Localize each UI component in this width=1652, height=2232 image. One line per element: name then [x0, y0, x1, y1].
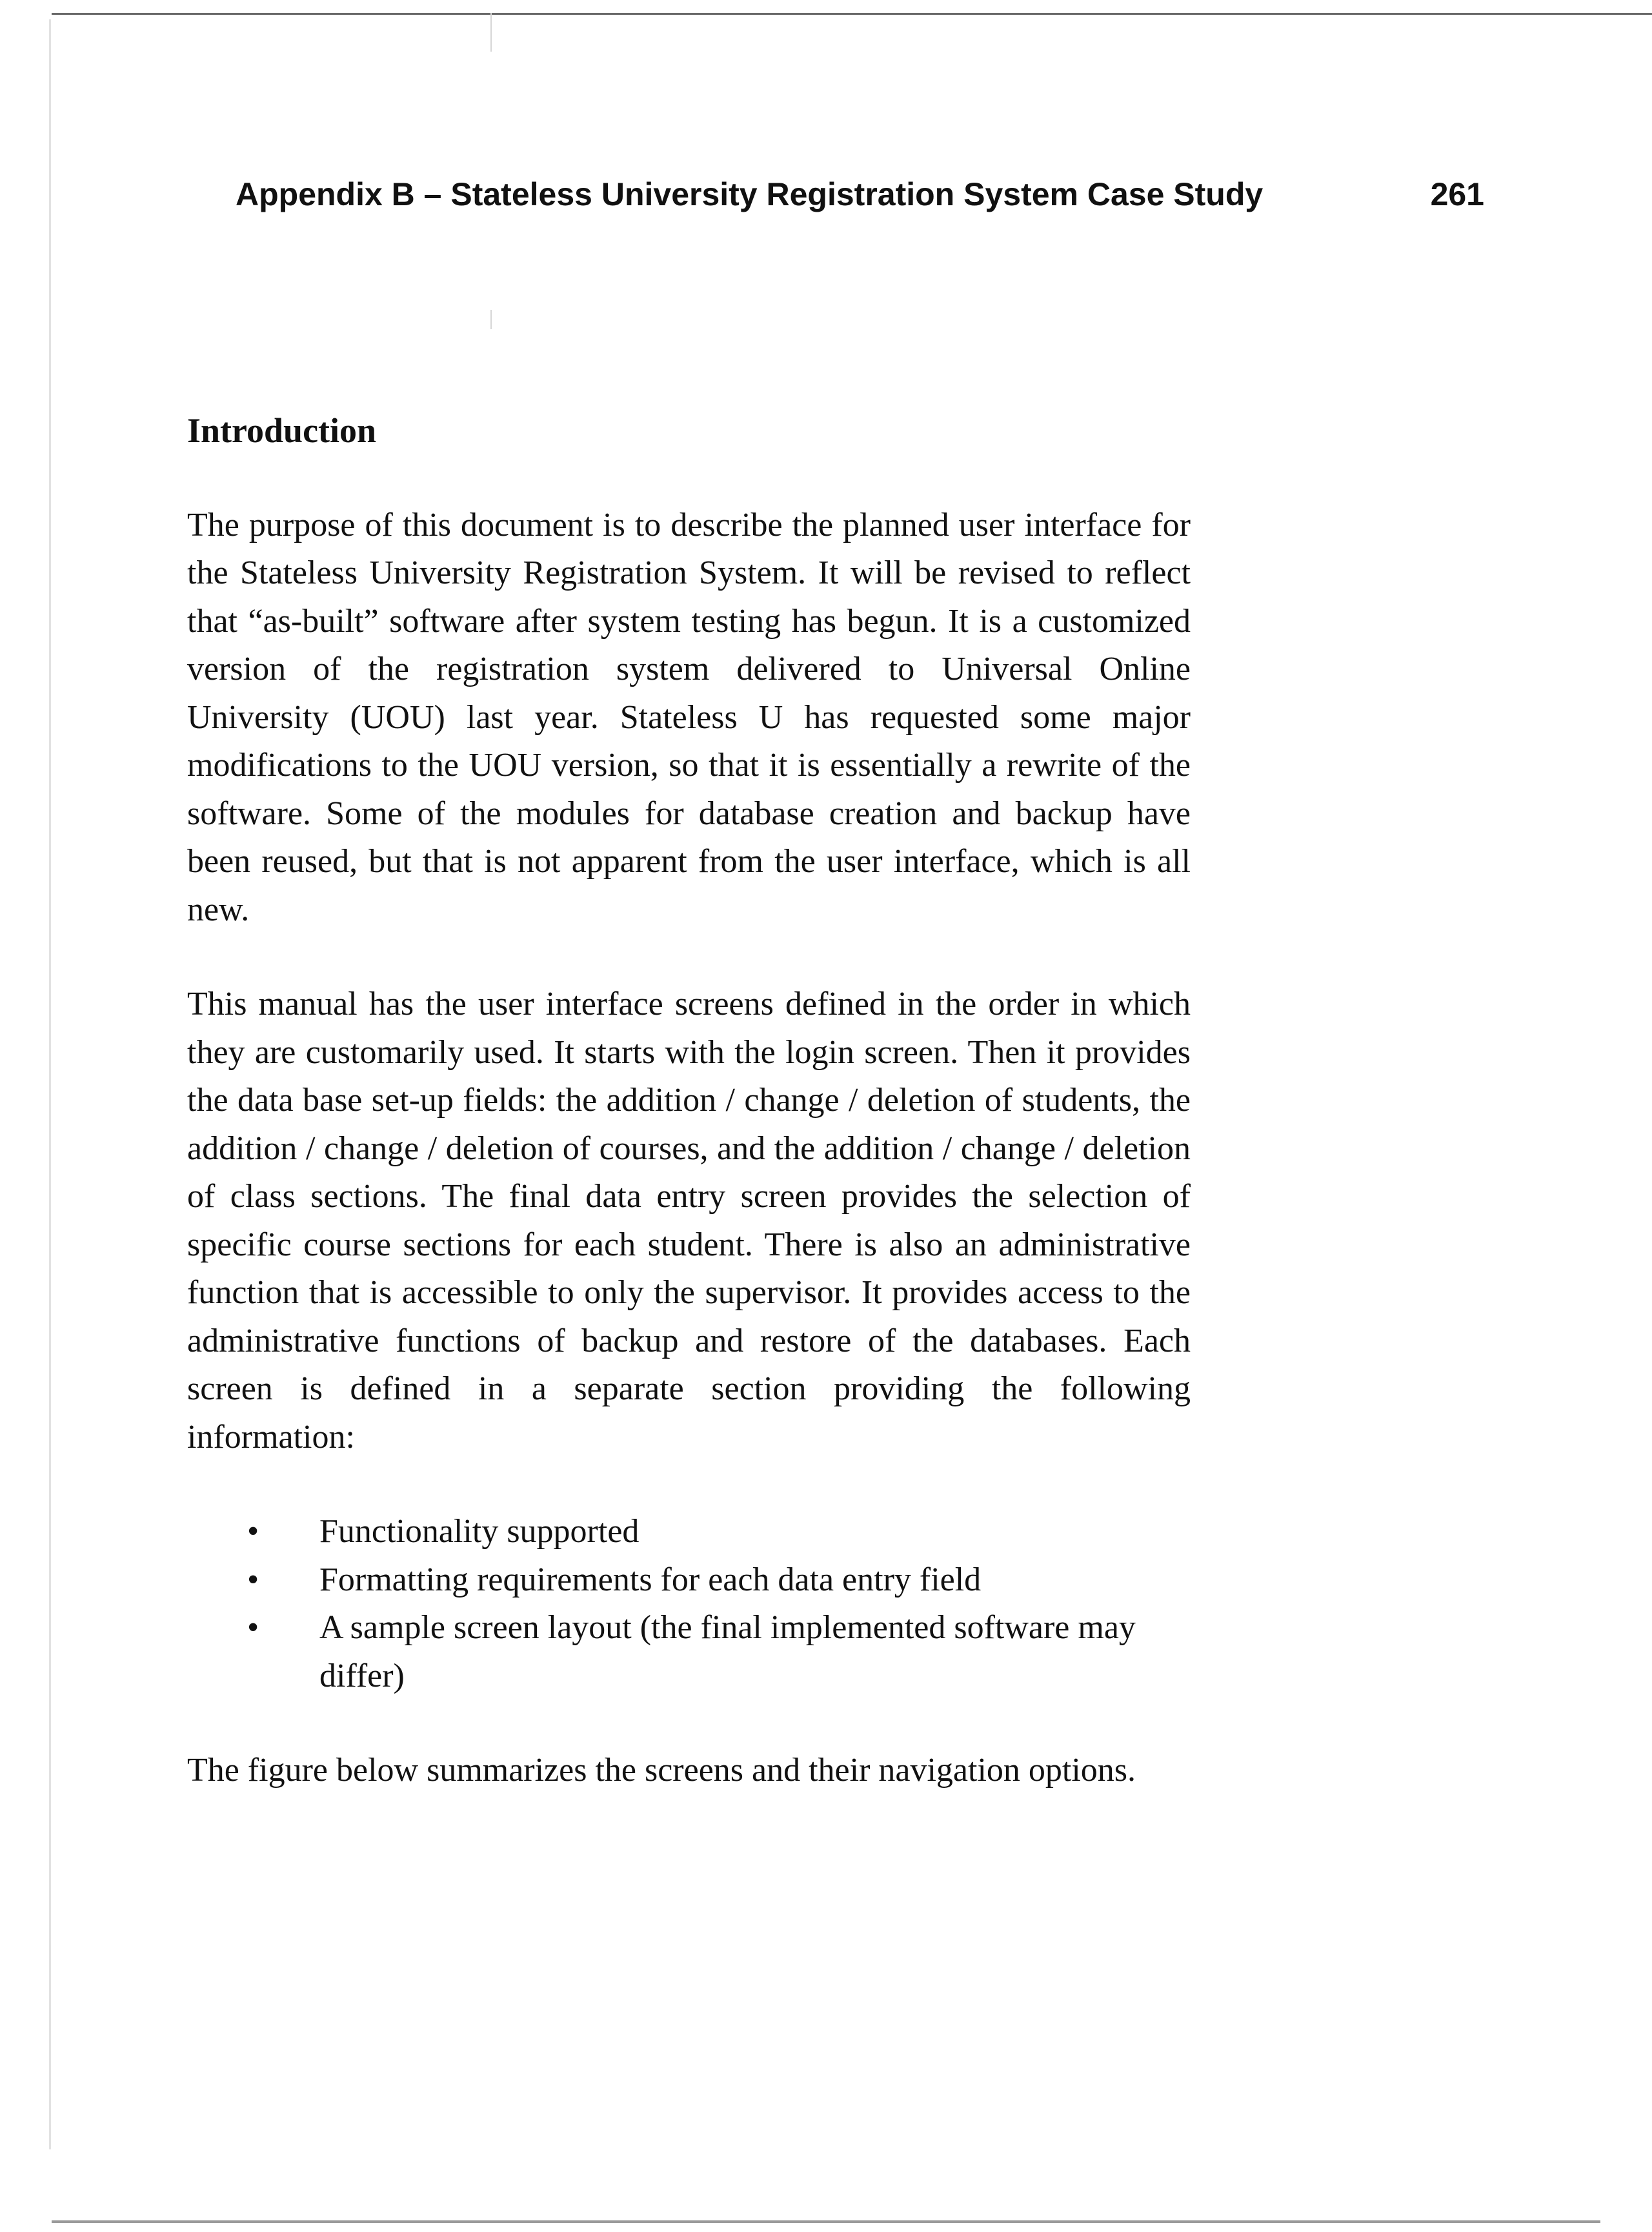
scan-edge-top	[52, 13, 1652, 15]
section-heading: Introduction	[187, 411, 377, 450]
page-number: 261	[1430, 176, 1484, 212]
paragraph-manual-overview: This manual has the user interface screens defined in the order in which they are customarily used. It starts with the login screen. Then it provides the data base set-up fields: the addition / change / deletion of students, the addition / change / deletion of courses, and the addition / change / deletion of class sections. The final data entry screen provides the selection of specific course sections for each student. There is also an administrative function that is accessible to only the supervisor. It provides access to the administrative functions of backup and restore of the databases. Each screen is defined in a separate section providing the following information:	[187, 986, 1191, 1456]
page-body	[187, 407, 1191, 1841]
list-item: • Functionality supported	[319, 1508, 1191, 1556]
list-item: • Formatting requirements for each data entry field	[319, 1556, 1191, 1605]
scan-fold-mark-top	[490, 13, 492, 52]
scan-fold-mark	[490, 310, 492, 329]
scan-edge-bottom	[52, 2220, 1600, 2223]
running-head	[236, 176, 1484, 227]
paragraph-purpose: The purpose of this document is to describe the planned user interface for the Stateless University Registration System. It will be revised to reflect that “as-built” software after system testing has begun. It is a customized version of the registration system delivered to Universal Online University (UOU) last year. Stateless U has requested some major modifications to the UOU version, so that it is essentially a rewrite of the software. Some of the modules for database creation and backup have been reused, but that is not apparent from the user interface, which is all new.	[187, 506, 1191, 928]
running-head-title: Appendix B – Stateless University Registration System Case Study	[236, 176, 1264, 212]
paragraph-figure-intro: The figure below summarizes the screens and their navigation options.	[187, 1752, 1136, 1789]
scan-edge-left	[49, 19, 51, 2149]
list-item: • A sample screen layout (the final implemented software may differ)	[319, 1604, 1191, 1700]
bullet-list	[187, 1508, 1191, 1700]
